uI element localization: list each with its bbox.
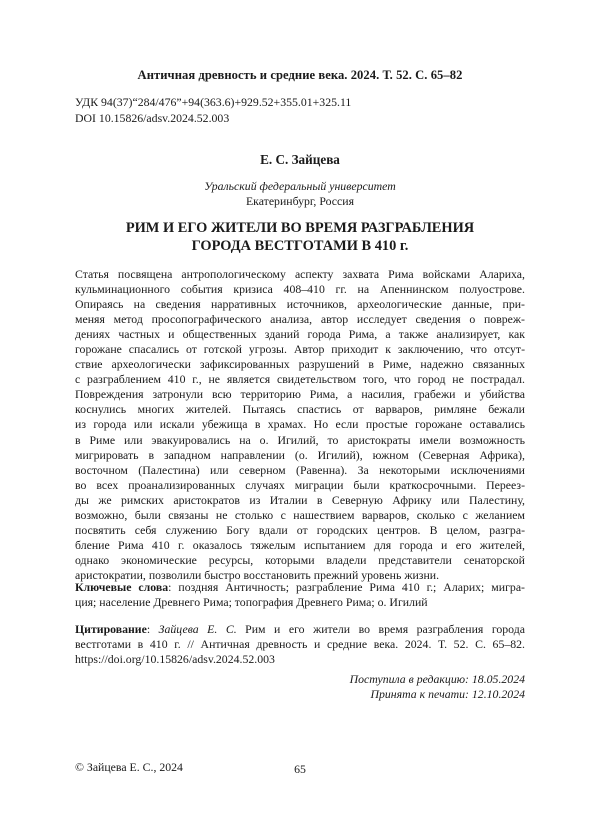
abstract-line: из города или искали убежища в храмах. Но если простые горожане оставались [75, 417, 525, 432]
abstract-line: посвятить себя служению Богу вдали от городских центров. В целом, разгра- [75, 523, 525, 538]
title-line: ГОРОДА ВЕСТГОТАМИ В 410 г. [60, 237, 540, 255]
abstract-line: восточном (Палестина) или северном (Равенна). За некоторыми исключениями [75, 463, 525, 478]
keywords [75, 580, 525, 610]
abstract-line: в Риме или эвакуировались на о. Игилий, то аристократы имели возможность [75, 433, 525, 448]
abstract-line: горожане спасались от готской угрозы. Автор приходит к заключению, что отсут- [75, 342, 525, 357]
citation [75, 622, 525, 667]
keywords-label: Ключевые слова [75, 580, 168, 594]
abstract [75, 267, 525, 583]
received-date: Поступила в редакцию: 18.05.2024 [350, 672, 525, 687]
citation-author: Зайцева Е. С. [159, 622, 237, 636]
affiliation [0, 179, 600, 209]
abstract-line: мигрировать в западном направлении (о. Игилий), южном (Северная Африка), [75, 448, 525, 463]
abstract-line: возможно, были связаны не столько с нашествием варваров, сколько с желанием [75, 508, 525, 523]
dates [350, 672, 525, 702]
abstract-line: бление Рима 410 г. оказалось тяжелым испытанием для города и его жителей, [75, 538, 525, 553]
abstract-line: Опираясь на сведения нарративных источников, археологические данные, при- [75, 297, 525, 312]
abstract-line: ствие археологически зафиксированных разрушений в Риме, надежно связанных [75, 357, 525, 372]
citation-line: вестготами в 410 г. // Античная древность и средние века. 2024. Т. 52. С. 65–82. [75, 637, 525, 652]
citation-line [75, 622, 525, 637]
udc-code: УДК 94(37)“284/476”+94(363.6)+929.52+355.01+325.11 [75, 95, 351, 111]
keywords-line [75, 580, 525, 595]
article-title [60, 219, 540, 255]
abstract-line: меняя метод просопографического анализа, автор исследует сведения о повреж- [75, 312, 525, 327]
abstract-line: коснулись многих жителей. Пытаясь спастись от варваров, римляне бежали [75, 402, 525, 417]
keywords-line: ция; население Древнего Рима; топография Древнего Рима; о. Игилий [75, 595, 525, 610]
abstract-line: аристократии, позволили быстро восстановить прежний уровень жизни. [75, 568, 525, 583]
abstract-line: кульминационного события кризиса 408–410 гг. на Апеннинском полуострове. [75, 282, 525, 297]
university: Уральский федеральный университет [0, 179, 600, 194]
accepted-date: Принята к печати: 12.10.2024 [350, 687, 525, 702]
doi-line[interactable]: DOI 10.15826/adsv.2024.52.003 [75, 111, 351, 127]
page-number: 65 [0, 762, 600, 777]
author-name: Е. С. Зайцева [0, 152, 600, 168]
article-meta [75, 95, 351, 126]
copyright: © Зайцева Е. С., 2024 [75, 760, 183, 775]
title-line: РИМ И ЕГО ЖИТЕЛИ ВО ВРЕМЯ РАЗГРАБЛЕНИЯ [60, 219, 540, 237]
abstract-line: ды же римских аристократов из Италии в Северную Африку или Палестину, [75, 493, 525, 508]
abstract-line: во всех проанализированных случаях миграции были краткосрочными. Переез- [75, 478, 525, 493]
abstract-line: однако экономические ресурсы, которыми владели представители сенаторской [75, 553, 525, 568]
citation-colon: : [147, 622, 159, 636]
citation-doi-link[interactable]: https://doi.org/10.15826/adsv.2024.52.003 [75, 652, 525, 667]
abstract-line: Статья посвящена антропологическому аспекту захвата Рима войсками Алариха, [75, 267, 525, 282]
abstract-line: дениях частных и общественных зданий города Рима, а также анализирует, как [75, 327, 525, 342]
city: Екатеринбург, Россия [0, 194, 600, 209]
journal-header: Античная древность и средние века. 2024. Т. 52. С. 65–82 [0, 68, 600, 83]
abstract-line: Повреждения затронули всю территорию Рима, а насилия, грабежи и убийства [75, 387, 525, 402]
abstract-line: с разграблением 410 г., не является свидетельством того, что город не пострадал. [75, 372, 525, 387]
citation-text: Рим и его жители во время разграбления города [237, 622, 525, 636]
keywords-text: : поздняя Античность; разграбление Рима 410 г.; Аларих; мигра- [168, 580, 525, 594]
citation-label: Цитирование [75, 622, 147, 636]
